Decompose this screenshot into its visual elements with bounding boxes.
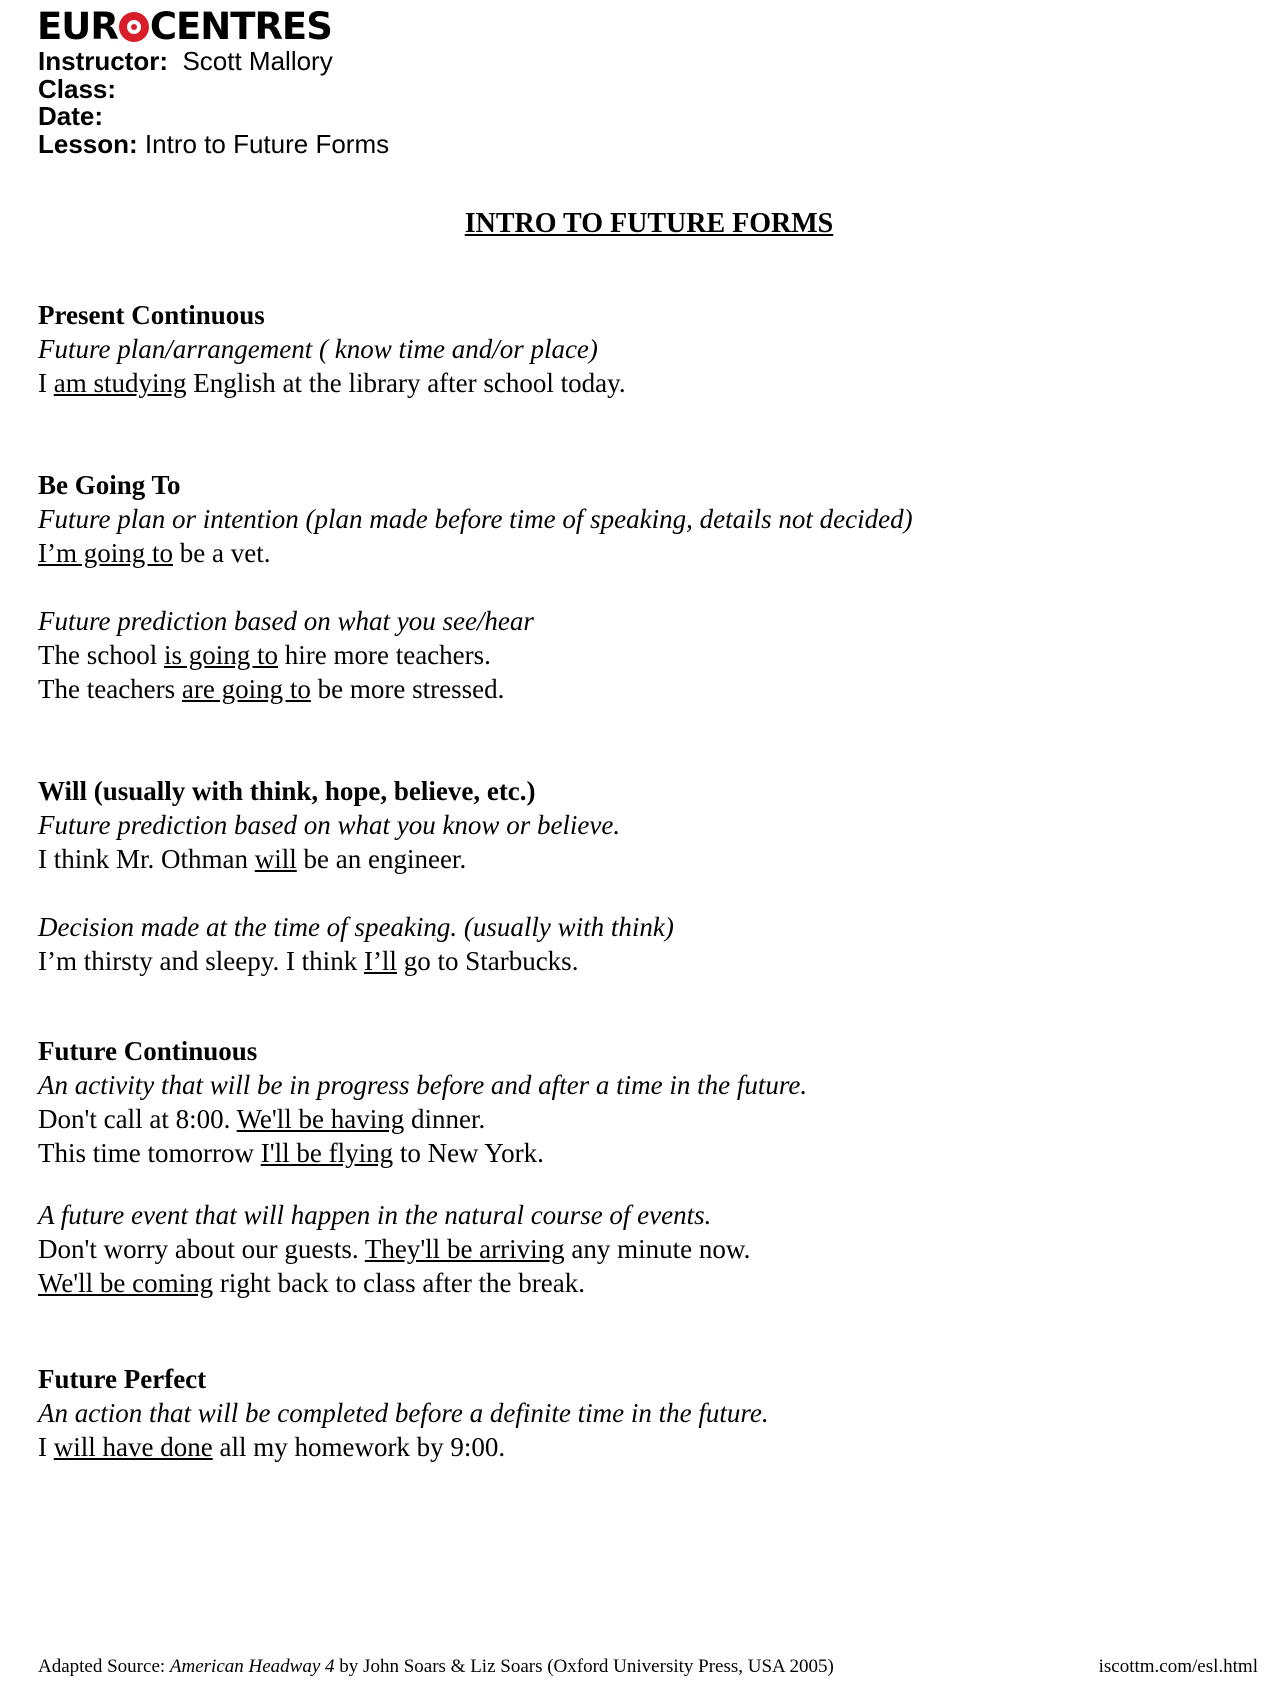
- lesson-info: [38, 48, 389, 158]
- be-going-to-definition-1: Future plan or intention (plan made before time of speaking, details not decided): [38, 504, 913, 534]
- present-continuous-definition: Future plan/arrangement ( know time and/or place): [38, 334, 598, 364]
- future-continuous-example-3: [38, 1232, 750, 1266]
- lesson-value: Intro to Future Forms: [144, 128, 390, 159]
- future-perfect-definition: An action that will be completed before a definite time in the future.: [38, 1398, 769, 1428]
- example-text: all my homework by 9:00.: [212, 1432, 506, 1462]
- example-text: This time tomorrow: [38, 1138, 261, 1168]
- example-text: English at the library after school today.: [186, 368, 626, 398]
- present-continuous-example-1: [38, 366, 626, 400]
- lesson-label: Lesson:: [38, 128, 138, 159]
- will-heading: Will (usually with think, hope, believe, etc.): [38, 776, 536, 806]
- instructor-value: Scott Mallory: [182, 46, 333, 76]
- source-title: American Headway 4: [169, 1656, 335, 1677]
- be-going-to-example-2: [38, 638, 491, 672]
- instructor-row: [38, 48, 389, 76]
- be-going-to-definition-2: Future prediction based on what you see/hear: [38, 606, 534, 636]
- future-continuous-example-4: [38, 1266, 585, 1300]
- logo-text-end: CENTRES: [149, 4, 332, 48]
- future-continuous-example-2: [38, 1136, 544, 1170]
- example-text: dinner.: [404, 1104, 486, 1134]
- example-verb-form: am studying: [53, 368, 187, 398]
- example-text: I: [38, 368, 54, 398]
- example-verb-form: They'll be arriving: [364, 1234, 565, 1264]
- date-row: [38, 103, 389, 131]
- lesson-row: [38, 128, 390, 159]
- future-continuous-heading: Future Continuous: [38, 1036, 258, 1066]
- class-row: [38, 73, 389, 104]
- example-text: Don't call at 8:00.: [38, 1104, 237, 1134]
- will-definition-1: Future prediction based on what you know or believe.: [38, 810, 621, 840]
- will-example-2: [38, 944, 578, 978]
- source-details: by John Soars & Liz Soars (Oxford University Press, USA 2005): [334, 1656, 834, 1677]
- example-text: be a vet.: [173, 538, 271, 568]
- source-label: Adapted Source:: [38, 1656, 170, 1677]
- logo-target-icon: [119, 12, 149, 42]
- example-verb-form: We'll be coming: [38, 1268, 214, 1298]
- source-citation: [38, 1656, 834, 1678]
- example-verb-form: is going to: [163, 640, 278, 670]
- be-going-to-heading: Be Going To: [38, 470, 181, 500]
- example-verb-form: I’m going to: [38, 538, 173, 568]
- example-text: be an engineer.: [296, 844, 467, 874]
- example-text: I: [38, 1432, 54, 1462]
- footer-url: iscottm.com/esl.html: [1098, 1656, 1258, 1677]
- example-verb-form: will: [254, 844, 297, 874]
- future-perfect-heading: Future Perfect: [38, 1364, 207, 1394]
- example-text: Don't worry about our guests.: [38, 1234, 365, 1264]
- example-text: The teachers: [38, 674, 182, 704]
- present-continuous-heading: Present Continuous: [38, 300, 265, 330]
- example-verb-form: I'll be flying: [260, 1138, 394, 1168]
- future-perfect-example-1: [38, 1430, 505, 1464]
- logo-text-start: EUR: [37, 4, 118, 48]
- example-text: any minute now.: [564, 1234, 751, 1264]
- example-verb-form: are going to: [181, 674, 311, 704]
- future-continuous-definition-2: A future event that will happen in the natural course of events.: [38, 1200, 712, 1230]
- will-example-1: [38, 842, 466, 876]
- example-text: to New York.: [393, 1138, 544, 1168]
- example-text: be more stressed.: [310, 674, 505, 704]
- example-text: I think Mr. Othman: [38, 844, 255, 874]
- future-continuous-definition-1: An activity that will be in progress before and after a time in the future.: [38, 1070, 808, 1100]
- be-going-to-example-1: [38, 536, 270, 570]
- example-text: I’m thirsty and sleepy. I think: [38, 946, 364, 976]
- example-verb-form: We'll be having: [236, 1104, 405, 1134]
- page-title: INTRO TO FUTURE FORMS: [464, 208, 834, 239]
- instructor-label: Instructor:: [38, 46, 168, 76]
- example-verb-form: I’ll: [363, 946, 397, 976]
- example-verb-form: will have done: [53, 1432, 213, 1462]
- class-label: Class:: [38, 73, 117, 104]
- be-going-to-example-3: [38, 672, 504, 706]
- example-text: The school: [38, 640, 164, 670]
- example-text: go to Starbucks.: [396, 946, 579, 976]
- example-text: hire more teachers.: [278, 640, 491, 670]
- date-label: Date:: [38, 101, 104, 131]
- will-definition-2: Decision made at the time of speaking. (usually with think): [38, 912, 674, 942]
- future-continuous-example-1: [38, 1102, 485, 1136]
- eurocentres-logo: [37, 4, 332, 48]
- example-text: right back to class after the break.: [213, 1268, 585, 1298]
